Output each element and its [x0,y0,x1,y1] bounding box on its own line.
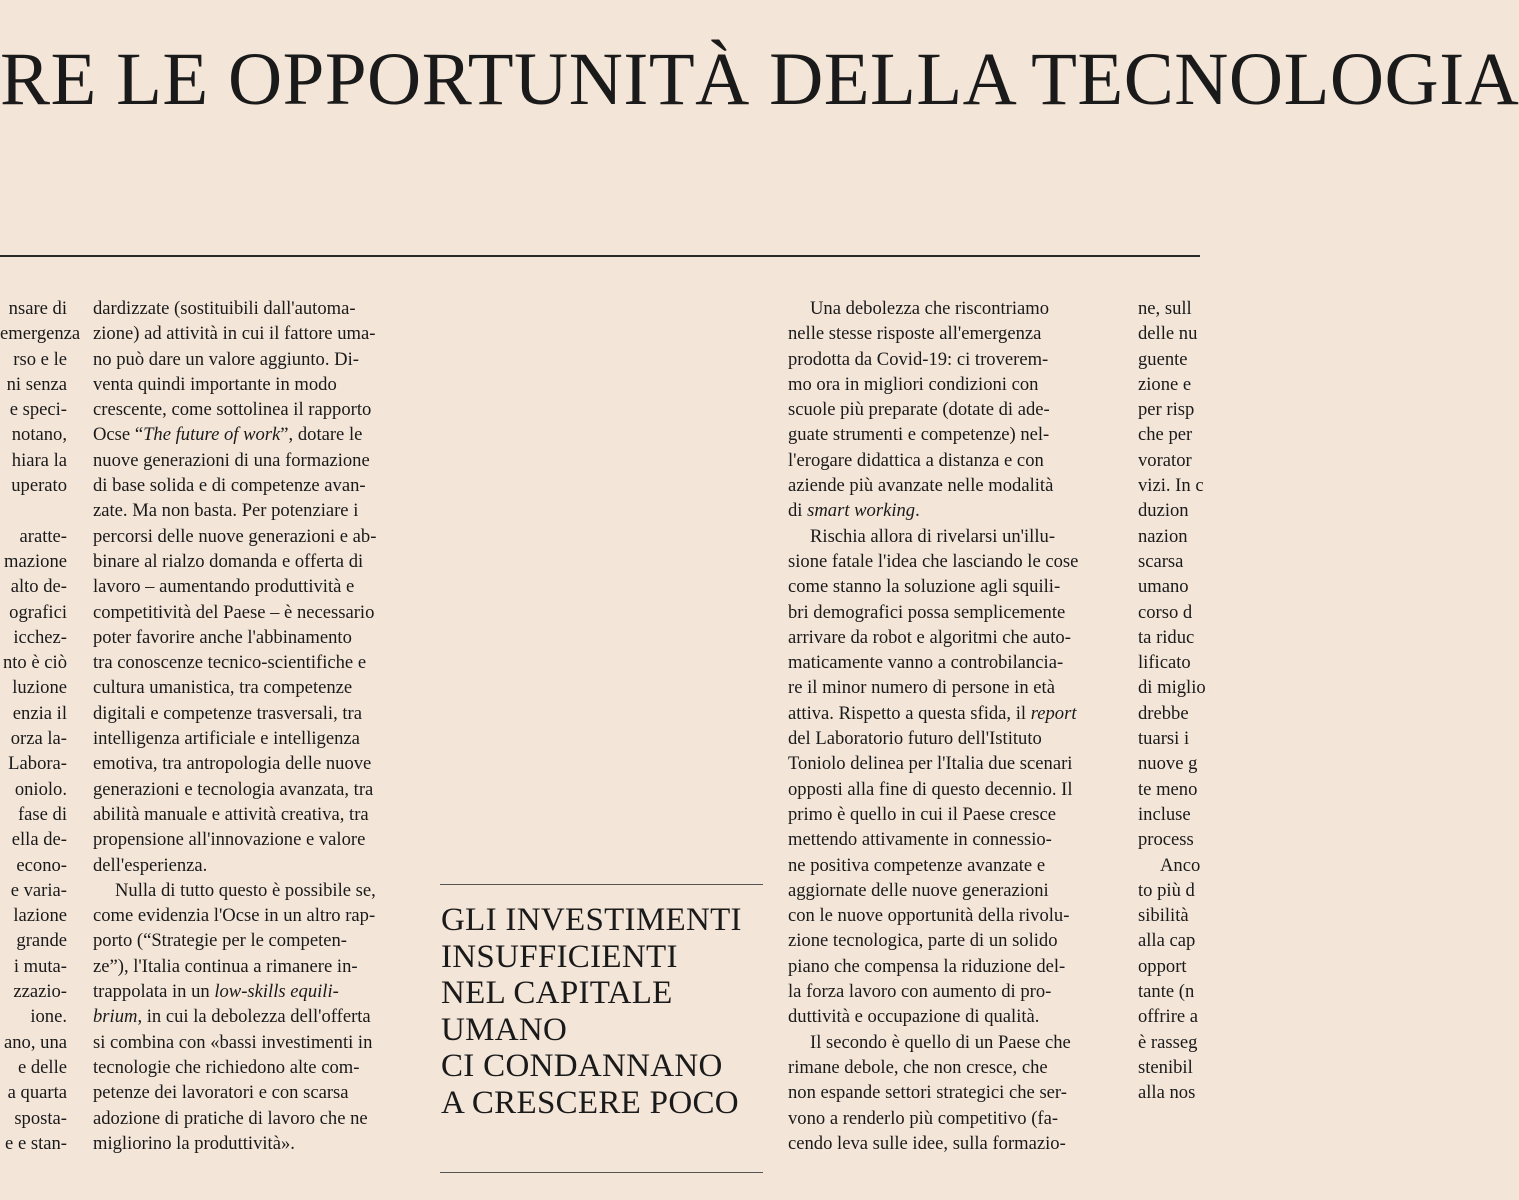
text-line [1138,1131,1200,1156]
text-line: che per [1138,424,1193,446]
text-line: a quarta [7,1082,67,1104]
text-line: icchez- [13,626,67,648]
text-line: nsare di [8,298,67,319]
pull-quote-line: INSUFFICIENTI [441,938,678,975]
column-2 [93,296,414,1156]
text-line: alla cap [1138,930,1196,952]
text-line: bri demografici possa semplicemente [788,601,1066,623]
text-line: tuarsi i [1138,728,1190,750]
text-line: di miglio [1138,677,1206,699]
text-line: digitali e competenze trasversali, tra [93,702,362,724]
text-line: e speci- [9,399,67,421]
text-line: cendo leva sulle idee, sulla formazio- [788,1132,1066,1154]
text-line: Anco [1160,854,1201,876]
text-line: no può dare un valore aggiunto. Di- [93,348,359,370]
pull-quote [441,902,771,1121]
text-line: con le nuove opportunità della rivolu- [788,905,1070,927]
text-line: porto (“Strategie per le competen- [93,930,348,952]
text-line: corso d [1138,601,1193,623]
text-line: lificato [1138,652,1191,674]
text-line: e varia- [10,879,67,901]
text-line: re il minor numero di persone in età [788,677,1055,699]
text-line: luzione [12,677,67,699]
text-line: umano [1138,576,1189,598]
text-line: zione e [1138,373,1192,395]
text-line: tra conoscenze tecnico-scientifiche e [93,652,367,674]
text-line: percorsi delle nuove generazioni e ab- [93,525,377,547]
text-line: ni senza [6,373,67,395]
text-line: ta riduc [1138,626,1195,648]
text-line: uperato [11,475,67,497]
text-line [1138,1106,1200,1131]
header-rule [0,255,1200,257]
text-line: Labora- [8,753,67,775]
text-line: te meno [1138,778,1198,800]
pull-quote-line: NEL CAPITALE [441,975,673,1011]
text-line: venta quindi importante in modo [93,373,337,395]
text-line: trappolata in un low-skills equili- [93,981,339,1003]
text-line: adozione di pratiche di lavoro che ne [93,1107,368,1129]
text-line: ne positiva competenze avanzate e [788,854,1046,876]
text-line: sposta- [14,1107,67,1129]
text-line: duttività e occupazione di qualità. [788,1006,1040,1028]
text-line: ione. [30,1006,67,1028]
pull-quote-line: UMANO [441,1011,568,1048]
text-line: orza la- [10,728,67,750]
text-line: emergenza [0,323,81,345]
text-line: dell'esperienza. [93,854,208,876]
text-line: aziende più avanzate nelle modalità [788,475,1054,497]
text-line: zate. Ma non basta. Per potenziare i [93,500,359,522]
text-line: stenibil [1138,1056,1193,1078]
text-line: ella de- [11,829,67,851]
text-line: vorator [1138,449,1192,471]
text-line: zione) ad attività in cui il fattore uma- [93,323,376,345]
pull-quote-line: A CRESCERE POCO [441,1084,739,1121]
text-line: si combina con «bassi investimenti in [93,1031,373,1053]
text-line: petenze dei lavoratori e con scarsa [93,1082,349,1104]
text-line: arrivare da robot e algoritmi che auto- [788,626,1071,648]
text-line: del Laboratorio futuro dell'Istituto [788,728,1042,750]
text-line: competitività del Paese – è necessario [93,601,375,623]
text-line: poter favorire anche l'abbinamento [93,626,352,648]
text-line: sibilità [1138,905,1189,927]
text-line: Una debolezza che riscontriamo [810,298,1050,319]
text-line: scuole più preparate (dotate di ade- [788,399,1050,421]
text-line: scarsa [1138,550,1184,572]
text-line: ne, sull [1138,298,1192,319]
text-line: rimane debole, che non cresce, che [788,1056,1048,1078]
text-line: e e stan- [5,1132,67,1154]
text-line: primo è quello in cui il Paese cresce [788,803,1056,825]
text-line: propensione all'innovazione e valore [93,829,366,851]
text-line: rso e le [13,348,67,370]
text-line: piano che compensa la riduzione del- [788,955,1066,977]
headline: RE LE OPPORTUNITÀ DELLA TECNOLOGIA [0,38,1519,121]
text-line: offrire a [1138,1006,1199,1028]
text-line: maticamente vanno a controbilancia- [788,652,1064,674]
pull-quote-line: GLI INVESTIMENTI [441,902,742,938]
text-line: brium, in cui la debolezza dell'offerta [93,1006,371,1028]
text-line: tante (n [1138,981,1195,1003]
text-line: nuove generazioni di una formazione [93,449,370,471]
text-line: ano, una [4,1031,67,1053]
text-line: Nulla di tutto questo è possibile se, [115,879,376,901]
text-line: emotiva, tra antropologia delle nuove [93,753,372,775]
text-line: vizi. In c [1138,475,1204,497]
text-line: grande [16,930,67,952]
column-4 [1138,296,1206,1156]
text-line: migliorino la produttività». [93,1132,295,1154]
text-line: incluse [1138,803,1191,825]
text-line: di smart working. [788,500,920,522]
text-line: Ocse “The future of work”, dotare le [93,424,363,446]
text-line: guente [1138,348,1188,370]
text-line: l'erogare didattica a distanza e con [788,449,1044,471]
pull-quote-line: CI CONDANNANO [441,1048,723,1084]
column-3 [788,296,1111,1156]
text-line: econo- [16,854,67,876]
text-line: vono a renderlo più competitivo (fa- [788,1107,1059,1129]
text-line: notano, [11,424,67,446]
text-line: delle nu [1138,323,1198,345]
text-line: alla nos [1138,1082,1196,1104]
text-line: dardizzate (sostituibili dall'automa- [93,298,356,319]
text-line: nuove g [1138,753,1198,775]
text-line: mettendo attivamente in connessio- [788,829,1052,851]
text-line: come stanno la soluzione agli squili- [788,576,1061,598]
text-line: sione fatale l'idea che lasciando le cose [788,550,1079,572]
text-line: per risp [1138,399,1195,421]
text-line: crescente, come sottolinea il rapporto [93,399,372,421]
text-line: opposti alla fine di questo decennio. Il [788,778,1073,800]
text-line: zione tecnologica, parte di un solido [788,930,1058,952]
text-line: hiara la [11,449,67,471]
pull-quote-bottom-rule [440,1172,763,1173]
text-line: nelle stesse risposte all'emergenza [788,323,1042,345]
text-line: tecnologie che richiedono alte com- [93,1056,360,1078]
text-line: fase di [17,803,67,825]
text-line: Rischia allora di rivelarsi un'illu- [810,525,1056,547]
text-line: to più d [1138,879,1195,901]
text-line: alto de- [10,576,67,598]
text-line: ze”), l'Italia continua a rimanere in- [93,955,358,977]
text-line: drebbe [1138,702,1189,724]
text-line: prodotta da Covid-19: ci troverem- [788,348,1049,370]
text-line: e delle [17,1056,67,1078]
text-line: cultura umanistica, tra competenze [93,677,353,699]
text-line: mazione [4,550,67,572]
column-1 [0,296,81,1156]
text-line: Toniolo delinea per l'Italia due scenari [788,753,1073,775]
text-line: è rasseg [1138,1031,1198,1053]
text-line: attiva. Rispetto a questa sfida, il report [788,702,1077,724]
text-line: enzia il [12,702,67,724]
text-line: opport [1138,955,1187,977]
text-line: zzazio- [13,981,67,1003]
text-line: duzion [1138,500,1189,522]
text-line: guate strumenti e competenze) nel- [788,424,1050,446]
text-line: process [1138,829,1194,851]
text-line: mo ora in migliori condizioni con [788,373,1039,395]
pull-quote-top-rule [440,884,763,885]
text-line: aratte- [19,525,67,547]
text-line: abilità manuale e attività creativa, tra [93,803,369,825]
text-line: oniolo. [14,778,67,800]
text-line: di base solida e di competenze avan- [93,475,366,497]
text-line: intelligenza artificiale e intelligenza [93,728,360,750]
text-line: ografici [9,601,67,623]
text-line [0,498,67,523]
text-line: come evidenzia l'Ocse in un altro rap- [93,905,376,927]
text-line: Il secondo è quello di un Paese che [810,1031,1071,1053]
text-line: nto è ciò [2,652,67,674]
text-line: lavoro – aumentando produttività e [93,576,355,598]
text-line: generazioni e tecnologia avanzata, tra [93,778,374,800]
text-line: i muta- [13,955,67,977]
text-line: lazione [13,905,67,927]
text-line: aggiornate delle nuove generazioni [788,879,1049,901]
text-line: non espande settori strategici che ser- [788,1082,1067,1104]
text-line: nazion [1138,525,1188,547]
text-line: la forza lavoro con aumento di pro- [788,981,1052,1003]
text-line: binare al rialzo domanda e offerta di [93,550,364,572]
